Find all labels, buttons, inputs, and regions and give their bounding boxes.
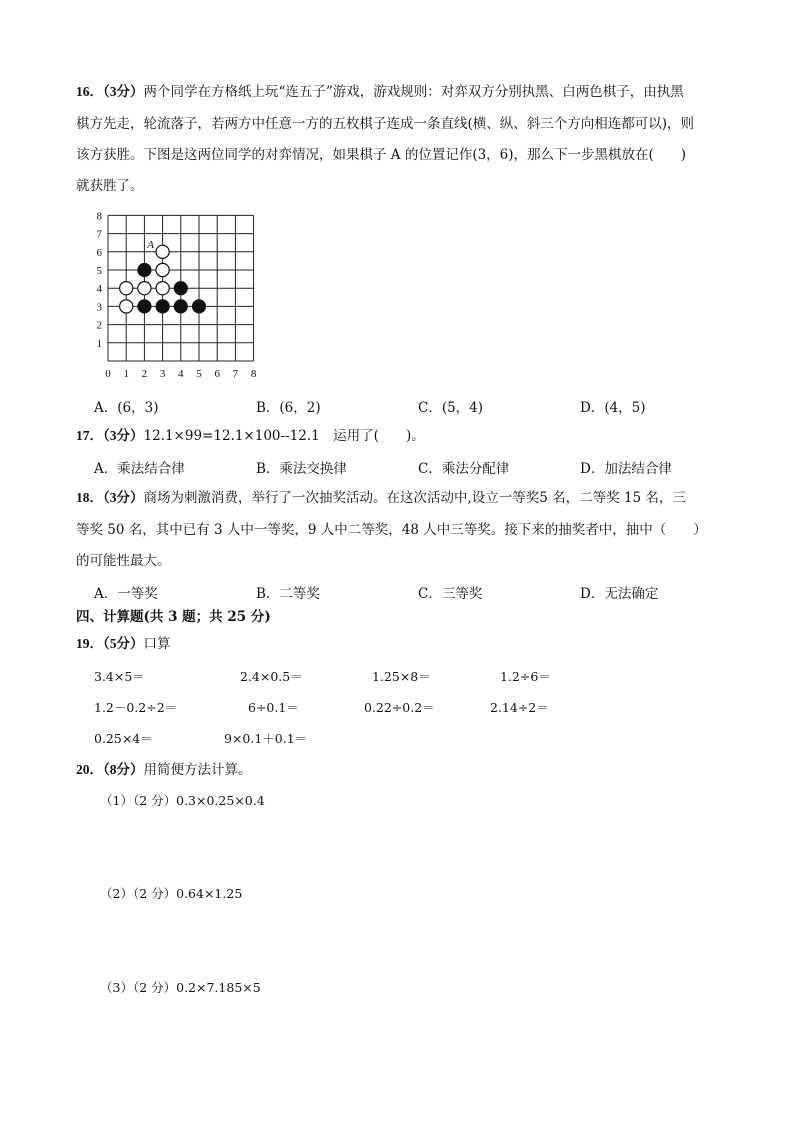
black-stone	[174, 282, 187, 295]
q18-line1	[76, 488, 686, 508]
white-stone	[156, 245, 169, 258]
q16-text1: 两个同学在方格纸上玩“连五子”游戏，游戏规则：对弈双方分别执黑、白两色棋子，由执黑	[143, 84, 684, 100]
black-stone	[138, 300, 151, 313]
y-axis-label: 1	[96, 337, 102, 350]
q18-option-c[interactable]: C．三等奖	[418, 586, 483, 602]
q16-line2: 棋方先走，轮流落子，若两方中任意一方的五枚棋子连成一条直线(横、纵、斜三个方向相连都可以)，则	[76, 116, 695, 132]
q18-option-d[interactable]: D．无法确定	[580, 586, 659, 602]
gomoku-board	[90, 208, 270, 383]
q16-line4: 就获胜了。	[76, 178, 144, 194]
y-axis-label: 4	[96, 283, 102, 296]
q18-option-b[interactable]: B．二等奖	[256, 586, 320, 602]
q20-item-3: （3）（2 分）0.2×7.185×5	[100, 980, 261, 995]
black-stone	[192, 300, 205, 313]
q19-item-3-2: 9×0.1＋0.1＝	[224, 731, 308, 746]
q19-item-2-1: 1.2－0.2÷2＝	[94, 700, 178, 715]
q16-option-b[interactable]: B．(6，2)	[256, 400, 321, 416]
q18-line2: 等奖 50 名，其中已有 3 人中一等奖，9 人中二等奖，48 人中三等奖。接下来的抽奖者中，抽中（ ）	[76, 522, 707, 538]
q16-number: 16．	[76, 84, 103, 99]
y-axis-label: 6	[96, 246, 102, 259]
q19-line	[76, 634, 171, 654]
q16-option-a[interactable]: A．(6，3)	[94, 400, 159, 416]
y-axis-label: 3	[96, 301, 102, 314]
q19-item-2-3: 0.22÷0.2＝	[364, 700, 435, 715]
white-stone	[156, 263, 169, 276]
q16-line3: 该方获胜。下图是这两位同学的对弈情况，如果棋子 A 的位置记作(3，6)，那么下一步黑棋放在( )	[76, 147, 687, 163]
white-stone	[120, 282, 133, 295]
q20-score: （8分）	[103, 762, 144, 777]
x-axis-label: 3	[159, 368, 166, 380]
q16-option-c[interactable]: C．(5，4)	[418, 400, 484, 416]
q16-option-d[interactable]: D．(4，5)	[580, 400, 646, 416]
q20-line	[76, 760, 252, 780]
q17-option-d[interactable]: D．加法结合律	[580, 461, 672, 477]
q19-item-2-2: 6÷0.1＝	[248, 700, 299, 715]
q19-score: （5分）	[103, 636, 144, 651]
black-stone	[174, 300, 187, 313]
q18-number: 18．	[76, 490, 103, 505]
q19-item-3-1: 0.25×4＝	[94, 731, 153, 746]
black-stone	[156, 300, 169, 313]
q17-number: 17．	[76, 428, 103, 443]
black-stone	[138, 263, 151, 276]
q18-score: （3分）	[103, 490, 144, 505]
y-axis-label: 2	[96, 319, 102, 332]
x-axis-label: 6	[214, 368, 220, 380]
q19-number: 19．	[76, 636, 103, 651]
y-axis-label: 7	[96, 228, 102, 241]
q18-line3: 的可能性最大。	[76, 553, 171, 569]
q19-item-1-4: 1.2÷6＝	[500, 669, 551, 684]
y-axis-label: 5	[96, 265, 102, 277]
point-a-label: A	[147, 238, 154, 251]
white-stone	[138, 282, 151, 295]
q17-score: （3分）	[103, 428, 144, 443]
q17-option-b[interactable]: B．乘法交换律	[256, 461, 347, 477]
q19-title: 口算	[143, 636, 171, 652]
q17-option-c[interactable]: C．乘法分配律	[418, 461, 510, 477]
x-axis-label: 7	[232, 368, 239, 380]
q20-item-1: （1）（2 分）0.3×0.25×0.4	[100, 793, 265, 808]
q16-score: （3分）	[103, 84, 144, 99]
q20-item-2: （2）（2 分）0.64×1.25	[100, 886, 243, 901]
q18-option-a[interactable]: A．一等奖	[94, 586, 158, 602]
q19-item-2-4: 2.14÷2＝	[490, 700, 549, 715]
x-axis-label: 0	[105, 368, 111, 380]
x-axis-label: 8	[250, 368, 257, 380]
q19-item-1-2: 2.4×0.5＝	[240, 669, 303, 684]
x-axis-label: 5	[196, 368, 202, 380]
white-stone	[156, 282, 169, 295]
q17-text: 12.1×99=12.1×100--12.1 运用了( )。	[143, 428, 425, 444]
section-4-title: 四、计算题(共 3 题；共 25 分)	[76, 609, 271, 625]
x-axis-label: 2	[141, 368, 148, 380]
x-axis-label: 1	[123, 368, 129, 380]
q20-number: 20．	[76, 762, 103, 777]
q19-item-1-3: 1.25×8＝	[372, 669, 431, 684]
q16-line1	[76, 82, 684, 102]
q19-item-1-1: 3.4×5＝	[94, 669, 145, 684]
q17-line	[76, 426, 425, 446]
q18-text1: 商场为刺激消费，举行了一次抽奖活动。在这次活动中,设立一等奖5 名，二等奖 15 名，三	[143, 490, 686, 506]
x-axis-label: 4	[178, 368, 184, 380]
y-axis-label: 8	[96, 210, 102, 223]
q17-option-a[interactable]: A．乘法结合律	[94, 461, 185, 477]
white-stone	[120, 300, 133, 313]
q20-title: 用简便方法计算。	[143, 762, 252, 778]
